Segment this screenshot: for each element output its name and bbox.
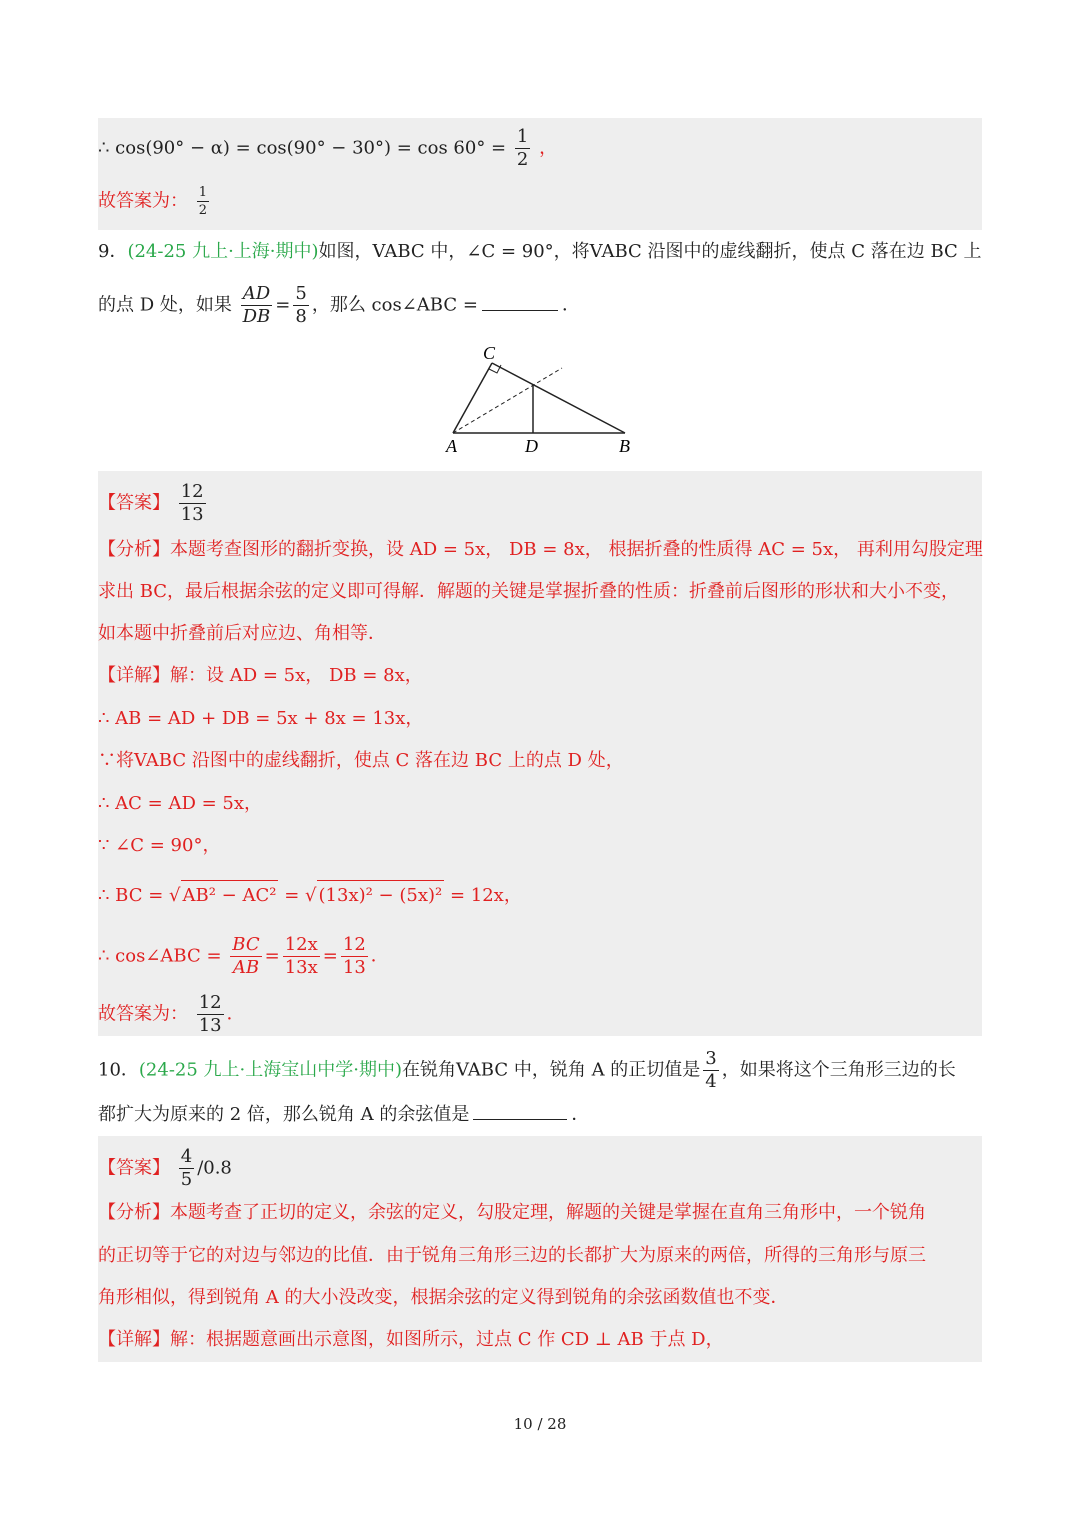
- sqrt-expression: (13x)² − (5x)²: [317, 880, 445, 911]
- final-fraction: $\frac{12}{13}$: [198, 992, 222, 1036]
- q9-line-2: 的点 D 处，如果 $\frac{AD}{DB}$ = $\frac{5}{8}$ ，那么 cos∠ABC = ．: [98, 283, 580, 327]
- a9-detail-6: ∴ BC = √ AB² − AC² = √ (13x)² − (5x)² = 12x，: [98, 880, 522, 911]
- side-ac: [453, 363, 492, 433]
- a9-detail-7: ∴ cos∠ABC = $\frac{BC}{AB}$ = $\frac{12x}{13x}$ = $\frac{12}{13}$ ．: [98, 934, 389, 978]
- a9-analysis-1: 【分析】本题考查图形的翻折变换，设 AD = 5x， DB = 8x， 根据折叠的性质得 AC = 5x， 再利用勾股定理: [98, 539, 983, 560]
- a10-detail-1: 【详解】解：根据题意画出示意图，如图所示，过点 C 作 CD ⊥ AB 于点 D，: [98, 1329, 724, 1350]
- fraction: $\frac{12x}{13x}$: [284, 934, 318, 978]
- fraction: $\frac{BC}{AB}$: [232, 934, 260, 978]
- answer-fraction: $\frac{4}{5}$: [180, 1146, 193, 1190]
- fraction: $\frac{1}{2}$: [516, 126, 529, 170]
- triangle-figure: [440, 340, 640, 460]
- answer-blank: [473, 1101, 567, 1120]
- prev-cos-line: ∴ cos(90° − α) = cos(90° − 30°) = cos 60° = $\frac{1}{2}$ ，: [98, 126, 558, 170]
- a9-answer: [98, 483, 209, 524]
- question-number: 10．: [98, 1059, 139, 1081]
- a9-detail-2: ∴ AB = AD + DB = 5x + 8x = 13x，: [98, 708, 424, 729]
- detail-tag: 【详解】: [98, 1329, 170, 1350]
- value-fraction: $\frac{5}{8}$: [295, 283, 307, 327]
- a9-analysis-2: 求出 BC，最后根据余弦的定义即可得解．解题的关键是掌握折叠的性质：折叠前后图形的形状和大小不变，: [98, 581, 960, 602]
- a9-analysis-3: 如本题中折叠前后对应边、角相等．: [98, 623, 386, 644]
- a10-answer: 【答案】 $\frac{4}{5}$ /0.8: [98, 1146, 232, 1190]
- a9-detail-1: 【详解】解：设 AD = 5x， DB = 8x，: [98, 665, 423, 686]
- answer-blank: [482, 292, 558, 311]
- q10-line-1: 10．(24-25 九上·上海宝山中学·期中)在锐角VABC 中，锐角 A 的正切值是 $\frac{3}{4}$ ，如果将这个三角形三边的长: [98, 1048, 956, 1092]
- question-source: (24-25 九上·上海·期中): [127, 241, 319, 262]
- a10-analysis-2: 的正切等于它的对边与邻边的比值．由于锐角三角形三边的长都扩大为原来的两倍，所得的三角形与原三: [98, 1245, 926, 1266]
- answer-fraction: $\frac{1}{2}$: [198, 185, 208, 218]
- label-c: C: [483, 343, 496, 363]
- a9-detail-3: ∵将VABC 沿图中的虚线翻折，使点 C 落在边 BC 上的点 D 处，: [98, 750, 624, 771]
- answer-label: 故答案为：: [98, 190, 188, 212]
- answer-tag: 【答案】: [98, 1157, 170, 1179]
- fraction: $\frac{12}{13}$: [342, 934, 366, 978]
- label-a: A: [446, 436, 457, 456]
- tan-fraction: $\frac{3}{4}$: [705, 1048, 717, 1092]
- detail-tag: 【详解】: [98, 665, 170, 686]
- a9-detail-5: ∵ ∠C = 90°，: [98, 835, 221, 856]
- prev-answer-line: [98, 186, 212, 217]
- analysis-tag: 【分析】: [98, 1202, 170, 1223]
- answer-tag: 【答案】: [98, 492, 170, 514]
- label-b: B: [619, 436, 630, 456]
- a9-final: 故答案为： $\frac{12}{13}$ ．: [98, 992, 245, 1036]
- question-number: 9．: [98, 241, 128, 262]
- ratio-fraction: $\frac{AD}{DB}$: [242, 283, 271, 327]
- question-source: (24-25 九上·上海宝山中学·期中): [138, 1059, 403, 1081]
- analysis-tag: 【分析】: [98, 539, 170, 560]
- label-d: D: [525, 436, 538, 456]
- answer-fraction: $\frac{12}{13}$: [180, 481, 204, 525]
- sqrt-expression: AB² − AC²: [181, 880, 279, 911]
- q10-line-2: 都扩大为原来的 2 倍，那么锐角 A 的余弦值是 ．: [98, 1100, 589, 1130]
- a9-detail-4: ∴ AC = AD = 5x，: [98, 793, 263, 814]
- cos-equation: ∴ cos(90° − α) = cos(90° − 30°) = cos 60° =: [98, 137, 507, 159]
- side-cb: [492, 363, 625, 433]
- question-text: 如图，VABC 中，∠C = 90°，将VABC 沿图中的虚线翻折，使点 C 落在边 BC 上: [318, 241, 982, 262]
- page-number: 10 / 28: [513, 1415, 567, 1433]
- a10-analysis-1: 【分析】本题考查了正切的定义，余弦的定义，勾股定理，解题的关键是掌握在直角三角形中，一个锐角: [98, 1202, 926, 1223]
- a10-analysis-3: 角形相似，得到锐角 A 的大小没改变，根据余弦的定义得到锐角的余弦函数值也不变．: [98, 1287, 789, 1308]
- q9-line-1: [98, 237, 982, 267]
- fold-line: [453, 368, 562, 433]
